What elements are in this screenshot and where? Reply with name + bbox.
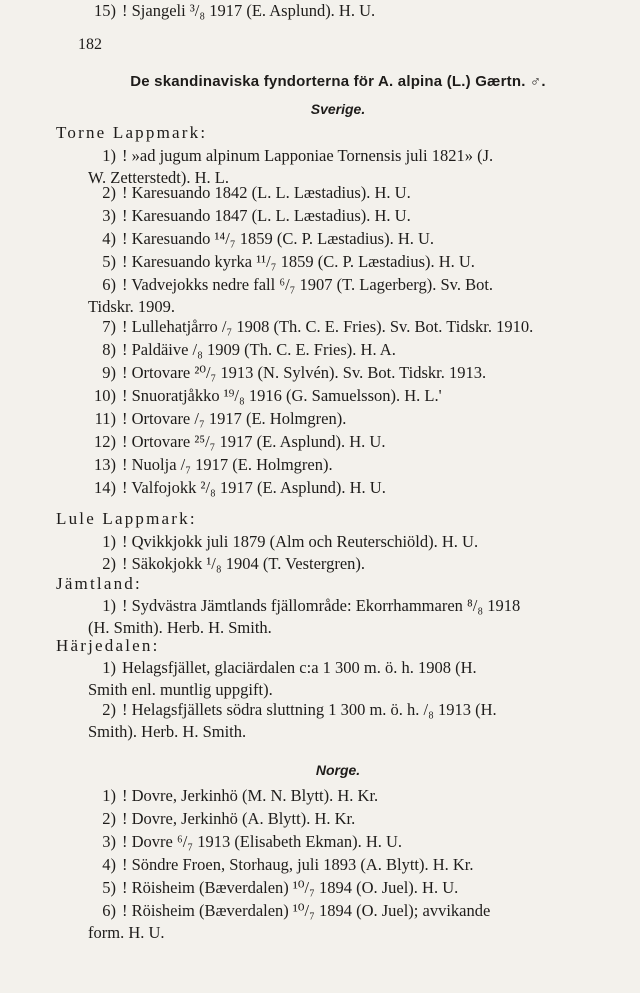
entry-number: 5) [102, 878, 116, 897]
entry-number: 13) [94, 455, 116, 474]
entry-number: 14) [94, 478, 116, 497]
list-item [88, 785, 608, 807]
entry-text: ! Lullehatjårro /₇ 1908 (Th. C. E. Fries). Sv. Bot. Tidskr. 1910. [122, 317, 534, 336]
region-heading-harjedalen: Härjedalen: [56, 636, 160, 655]
list-item [88, 251, 608, 273]
entry-text: ! Säkokjokk ¹/₈ 1904 (T. Vestergren). [122, 554, 366, 573]
entry-text: ! Ortovare ²⁰/₇ 1913 (N. Sylvén). Sv. Bot. Tidskr. 1913. [122, 363, 487, 382]
page-title: De skandinaviska fyndorterna för A. alpina (L.) Gærtn. ♂. [130, 73, 546, 90]
list-item [88, 808, 608, 830]
entry-text-continued: Tidskr. 1909. [88, 296, 175, 316]
entry-text: ! Sjangeli ³/₈ 1917 (E. Asplund). H. U. [122, 1, 376, 20]
entry-number: 12) [94, 432, 116, 451]
entry-text: ! Dovre, Jerkinhö (A. Blytt). H. Kr. [122, 809, 356, 828]
entry-text: ! Paldäive /₈ 1909 (Th. C. E. Fries). H. A. [122, 340, 396, 359]
entry-number: 2) [102, 700, 116, 719]
entry-text: ! Sydvästra Jämtlands fjällområde: Ekorrhammaren ⁸/₈ 1918 [122, 596, 521, 615]
list-item [88, 900, 608, 943]
entry-text: ! Röisheim (Bæverdalen) ¹⁰/₇ 1894 (O. Juel). H. U. [122, 878, 459, 897]
list-item [88, 699, 608, 742]
entry-text-continued: Smith). Herb. H. Smith. [88, 721, 247, 741]
entry-number: 10) [94, 386, 116, 405]
entry-text: ! Karesuando 1847 (L. L. Læstadius). H. U. [122, 206, 411, 225]
country-heading-sweden: Sverige. [310, 101, 366, 117]
page-number: 182 [78, 36, 102, 53]
entry-text: ! Röisheim (Bæverdalen) ¹⁰/₇ 1894 (O. Juel); avvikande [122, 901, 491, 920]
list-item [88, 877, 608, 899]
list-item [88, 531, 608, 553]
entry-text: ! Valfojokk ²/₈ 1917 (E. Asplund). H. U. [122, 478, 386, 497]
list-item [88, 454, 608, 476]
entry-text: ! Ortovare ²⁵/₇ 1917 (E. Asplund). H. U. [122, 432, 386, 451]
entry-number: 15) [94, 1, 116, 20]
entry-number: 3) [102, 206, 116, 225]
entry-text: ! Qvikkjokk juli 1879 (Alm och Reuterschiöld). H. U. [122, 532, 479, 551]
region-heading-jamtland: Jämtland: [56, 574, 142, 593]
entry-number: 6) [102, 275, 116, 294]
list-item [88, 274, 608, 317]
region-heading-torne: Torne Lappmark: [56, 123, 208, 142]
entry-text: ! Karesuando 1842 (L. L. Læstadius). H. U. [122, 183, 411, 202]
entry-text-continued: W. Zetterstedt). H. L. [88, 167, 229, 187]
list-item [88, 0, 608, 22]
entry-text: ! Dovre, Jerkinhö (M. N. Blytt). H. Kr. [122, 786, 379, 805]
entry-text: ! Ortovare /₇ 1917 (E. Holmgren). [122, 409, 347, 428]
entry-number: 1) [102, 146, 116, 165]
entry-number: 2) [102, 554, 116, 573]
list-item [88, 228, 608, 250]
entry-number: 4) [102, 229, 116, 248]
entry-number: 1) [102, 596, 116, 615]
country-heading-norway: Norge. [315, 762, 361, 778]
entry-number: 11) [94, 409, 116, 428]
entry-number: 6) [102, 901, 116, 920]
entry-text: ! Karesuando kyrka ¹¹/₇ 1859 (C. P. Læstadius). H. U. [122, 252, 475, 271]
list-item [88, 595, 608, 638]
entry-number: 4) [102, 855, 116, 874]
list-item [88, 339, 608, 361]
list-item [88, 362, 608, 384]
entry-text-continued: (H. Smith). Herb. H. Smith. [88, 617, 272, 637]
entry-text-continued: form. H. U. [88, 922, 165, 942]
entry-text: ! Nuolja /₇ 1917 (E. Holmgren). [122, 455, 333, 474]
entry-text: ! Helagsfjällets södra sluttning 1 300 m. ö. h. /₈ 1913 (H. [122, 700, 497, 719]
list-item [88, 553, 608, 575]
list-item [88, 477, 608, 499]
list-item [88, 408, 608, 430]
entry-text: Helagsfjället, glaciärdalen c:a 1 300 m. ö. h. 1908 (H. [122, 658, 477, 677]
entry-number: 1) [102, 658, 116, 677]
entry-text-continued: Smith enl. muntlig uppgift). [88, 679, 273, 699]
list-item [88, 205, 608, 227]
list-item [88, 431, 608, 453]
entry-number: 9) [102, 363, 116, 382]
entry-number: 3) [102, 832, 116, 851]
list-item [88, 316, 608, 338]
entry-number: 1) [102, 786, 116, 805]
entry-number: 7) [102, 317, 116, 336]
entry-text: ! Karesuando ¹⁴/₇ 1859 (C. P. Læstadius). H. U. [122, 229, 435, 248]
list-item [88, 854, 608, 876]
list-item [88, 831, 608, 853]
region-heading-lule: Lule Lappmark: [56, 509, 197, 528]
entry-number: 1) [102, 532, 116, 551]
list-item [88, 182, 608, 204]
entry-number: 5) [102, 252, 116, 271]
list-item [88, 657, 608, 700]
entry-number: 2) [102, 183, 116, 202]
entry-number: 8) [102, 340, 116, 359]
entry-number: 2) [102, 809, 116, 828]
entry-text: ! Snuoratjåkko ¹⁹/₈ 1916 (G. Samuelsson). H. L.' [122, 386, 442, 405]
entry-text: ! Dovre ⁶/₇ 1913 (Elisabeth Ekman). H. U. [122, 832, 403, 851]
entry-text: ! Vadvejokks nedre fall ⁶/₇ 1907 (T. Lagerberg). Sv. Bot. [122, 275, 494, 294]
list-item [88, 385, 608, 407]
entry-text: ! »ad jugum alpinum Lapponiae Tornensis juli 1821» (J. [122, 146, 494, 165]
entry-text: ! Söndre Froen, Storhaug, juli 1893 (A. Blytt). H. Kr. [122, 855, 474, 874]
